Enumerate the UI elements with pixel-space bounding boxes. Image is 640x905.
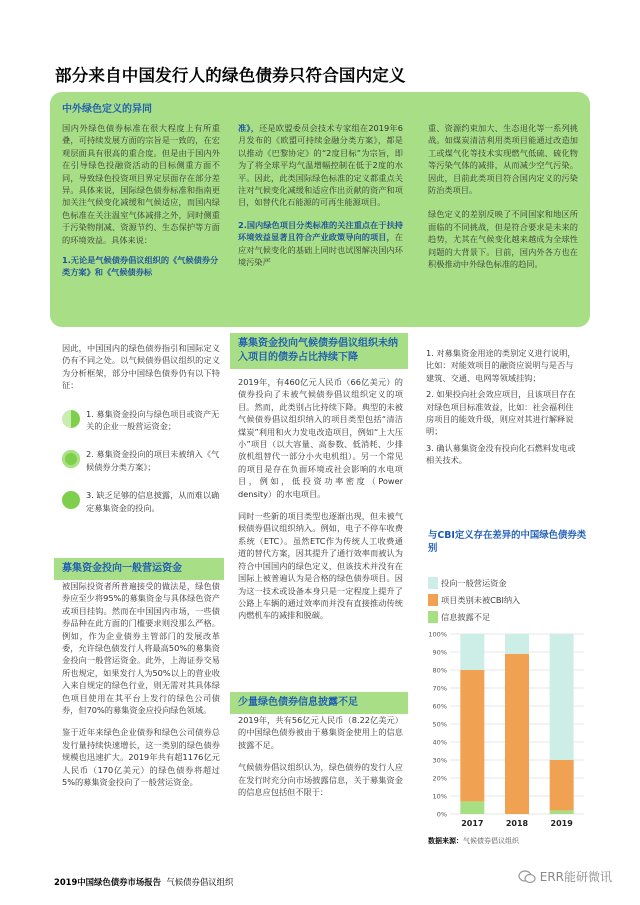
x-tick-label: 2019 (550, 819, 573, 828)
mid-heading: 募集资金投向气候债券倡议组织未纳入项目的债券占比持续下降 (230, 333, 408, 369)
bar-segment (460, 670, 484, 801)
mid-column (238, 376, 403, 622)
chart-title: 与CBI定义存在差异的中国绿色债券类别 (428, 530, 587, 554)
y-tick-label: 80% (432, 666, 447, 675)
y-tick-label: 100% (428, 630, 447, 639)
y-tick-label: 70% (432, 684, 447, 693)
mid-sub-text2: 气候债券倡议组织认为，绿色债券的发行人应在发行时充分向市场披露信息，关于募集资金的信息应包括但不限于： (238, 762, 403, 798)
page-title: 部分来自中国发行人的绿色债券只符合国内定义 (55, 66, 406, 85)
box-list-item-2-tail: 在应对气候变化的基础上同时也试图解决国内环境污染严 (238, 232, 403, 268)
box-heading: 中外绿色定义的异同 (62, 104, 152, 115)
watermark: ERR能研微讯 (518, 868, 612, 885)
y-tick-label: 0% (436, 810, 447, 819)
right-column (426, 347, 578, 471)
box-col3-text1: 重、资源约束加大、生态退化等一系列挑战。如煤炭清洁利用类项目能通过改造加工或煤气化等技术实现燃气低硫、硫化物等污染气体的减排，从而减少空气污染。因此，目前此类项目符合国内定义的污染防治类项目。 (428, 123, 578, 196)
list-item: 2. 如果投向社会效应项目，且该项目存在对绿色项目标准效益，比如：社会福利住房项目的能效升级，则应对其进行解释说明； (426, 389, 576, 437)
y-tick-label: 60% (432, 702, 447, 711)
bar-segment (550, 634, 574, 760)
box-col2-text: 还是欧盟委员会技术专家组在2019年6月发布的《欧盟可持续金融分类方案》，都是以推动《巴黎协定》的“2度目标”为宗旨，即为了将全球平均气温增幅控制在低于2度的水平。因此，此类国际绿色标准的定义都重点关注对气候变化减缓和适应作出贡献的资产和项目，如替代化石能源的可再生能源项目。 (238, 123, 403, 208)
left-column (62, 342, 220, 514)
chart-legend (428, 576, 578, 627)
box-column-3 (428, 122, 578, 270)
box-col2-bold: 准》， (238, 123, 260, 133)
mid-sub-section (238, 714, 403, 798)
list-item: 1. 对募集资金用途的类别定义进行说明，比如：对能效项目的融资应说明与是否与建筑、交通、电网等领域挂钩； (426, 348, 576, 383)
y-tick-label: 20% (432, 774, 447, 783)
y-tick-label: 40% (432, 738, 447, 747)
y-tick-label: 90% (432, 648, 447, 657)
bar-segment (460, 801, 484, 814)
legend-swatch (428, 611, 438, 623)
box-list-item-2: 2.国内绿色项目分类标准的关注重点在于扶持环境效益显著且符合产业政策导向的项目， (238, 219, 403, 243)
chat-bubble-icon (518, 870, 536, 884)
left-sub-heading: 募集资金投向一般营运资金 (54, 558, 224, 580)
stacked-bar-chart (428, 628, 588, 833)
legend-swatch (428, 594, 438, 606)
pie-circle-icon (62, 491, 80, 509)
legend-entry: 投向一般营运资金 (428, 576, 578, 590)
box-column-2 (238, 122, 403, 268)
mid-sub-text1: 2019年，共有56亿元人民币（8.22亿美元）的中国绿色债券被由于募集资金使用上的信息披露不足。 (238, 715, 403, 750)
mid-text1: 2019年，有460亿元人民币（66亿美元）的债券投向了未被气候债券倡议组织定义的项目。然而，此类别占比持续下降。典型的未被气候债券倡议组织纳入的项目类型包括“清洁煤炭”利用和火力发电改造项目，例如“上大压小”项目（以大容量、高参数、低消耗、少排放机组替代一部分小火电机组）。另一个常见的项目是存在负面环境或社会影响的水电项目，例如，低投资功率密度（Power density）的水电项目。 (238, 377, 403, 499)
box-list-item-1: 1.无论是气候债券倡议组织的《气候债券分类方案》和《气候债券标 (62, 255, 219, 278)
box-col3-text2: 绿色定义的差别反映了不同国家和地区所面临的不同挑战，但是符合要求是未来的趋势，尤其在气候变化越来越成为全球性问题的大背景下。目前，国内外各方也在积极推动中外绿色标准的趋同。 (428, 209, 578, 270)
legend-swatch (428, 577, 438, 589)
left-sub-text2: 鉴于近年来绿色企业债券和绿色公司债券总发行量持续快速增长，这一类别的绿色债券规模也迅速扩大。2019年共有超1176亿元人民币（170亿美元）的绿色债券将超过5%的募集资金投向了一般营运资金。 (62, 727, 220, 788)
bar-segment (460, 634, 484, 670)
legend-entry: 项目类别未被CBI纳入 (428, 593, 578, 607)
list-item: 3. 缺乏足够的信息披露，从而难以确定募集资金的投向。 (62, 489, 220, 514)
pie-circle-icon (62, 450, 80, 468)
legend-entry: 信息披露不足 (428, 610, 578, 624)
bar-segment (550, 760, 574, 810)
x-tick-label: 2018 (505, 819, 529, 828)
y-tick-label: 10% (432, 792, 447, 801)
list-item: 1. 募集资金投向与绿色项目或资产无关的企业一般营运资金； (62, 408, 220, 433)
left-sub-section (62, 580, 220, 789)
box-col1-text: 国内外绿色债券标准在很大程度上有所重叠，可持续发展方面的宗旨是一致的，在宏观层面具有很高的重合度。但是由于国内外在引导绿色投融资活动的目标侧重方面不同，导致绿色投资项目界定层面存在部分差异。具体来说，国际绿色债券标准和指南更加关注气候变化减缓和气候适应，而国内绿色标准在关注温室气体减排之外，同时侧重于污染物削减、资源节约、生态保护等方面的环境效益。具体来说： (62, 123, 220, 245)
bar-segment (505, 654, 529, 814)
left-intro: 因此，中国国内的绿色债券指引和国际定义仍有不同之处。以气候债券倡议组织的定义为分析框架，部分中国绿色债券仍有以下特征： (62, 343, 220, 391)
chart-source: 数据来源：气候债券倡议组织 (428, 837, 519, 845)
box-column-1 (62, 122, 220, 279)
x-tick-label: 2017 (461, 819, 484, 828)
pie-circle-icon (62, 410, 80, 428)
bar-segment (550, 810, 574, 814)
list-item: 2. 募集资金投向的项目未被纳入《气候债券分类方案》； (62, 448, 220, 473)
y-tick-label: 30% (432, 756, 447, 765)
mid-text2: 同时一些新的项目类型也逐渐出现，但未被气候债券倡议组织纳入。例如，电子不停车收费系统（ETC）。虽然ETC作为传统人工收费通道的替代方案，因其提升了通行效率而被认为符合中国国内的绿色定义，但该技术并没有在国际上被普遍认为是合格的绿色债券项目。因为这一技术或设备本身只是一定程度上提升了公路上车辆的通过效率而并没有直接推动传统内燃机车的减排和脱碳。 (238, 511, 403, 621)
bar-segment (505, 634, 529, 654)
footer-title: 2019中国绿色债券市场报告 气候债券倡议组织 (54, 877, 234, 887)
left-sub-text1: 被国际投资者所普遍接受的做法是，绿色债券应至少将95%的募集资金与具体绿色资产或项目挂钩。然而在中国国内市场，一些债券品种在此方面的门槛要求则没那么严格。例如，作为企业债券主管部门的发展改革委，允许绿色债发行人将最高50%的募集资金投向一般营运资金。此外，上海证券交易所也规定，如果发行人为50%以上的营业收入来自规定的绿色行业，则无需对其具体绿色项目使用在其平台上发行的绿色公司债券，但70%的募集资金应投向绿色领域。 (62, 581, 220, 716)
y-tick-label: 50% (432, 720, 447, 729)
mid-sub-heading: 少量绿色债券信息披露不足 (230, 692, 408, 714)
list-item: 3. 确认募集资金没有投向化石燃料发电或相关技术。 (426, 442, 576, 466)
